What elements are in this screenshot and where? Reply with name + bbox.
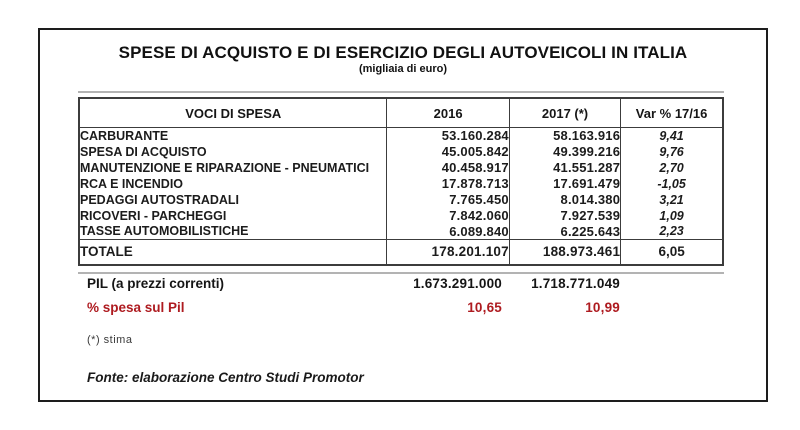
col-header-var-percent: Var % 17/16 <box>621 98 723 128</box>
row-2016-value: 7.765.450 <box>387 192 509 208</box>
pil-share-2016-value: 10,65 <box>467 300 502 315</box>
col-header-voci-di-spesa: VOCI DI SPESA <box>79 98 387 128</box>
row-2016-value: 40.458.917 <box>387 160 509 176</box>
row-label: RCA E INCENDIO <box>80 176 184 191</box>
row-var-value: 3,21 <box>621 192 723 208</box>
row-label: CARBURANTE <box>80 128 169 143</box>
row-var-value: 2,23 <box>621 224 723 240</box>
pil-row <box>78 276 724 291</box>
pil-share-2017-value: 10,99 <box>585 300 620 315</box>
row-2017-value: 58.163.916 <box>509 128 620 144</box>
table-row-total <box>79 240 723 265</box>
row-2017-value: 49.399.216 <box>509 144 620 160</box>
row-label: MANUTENZIONE E RIPARAZIONE - PNEUMATICI <box>80 160 370 175</box>
table-header-row <box>79 98 723 128</box>
page-subtitle: (migliaia di euro) <box>358 63 447 75</box>
page-title: SPESE DI ACQUISTO E DI ESERCIZIO DEGLI AUTOVEICOLI IN ITALIA <box>118 43 688 62</box>
pil-share-row <box>78 300 724 315</box>
source-note: Fonte: elaborazione Centro Studi Promotor <box>87 370 364 385</box>
row-var-value: 2,70 <box>621 160 723 176</box>
document-frame <box>38 28 768 402</box>
total-2016-value: 178.201.107 <box>387 240 509 265</box>
table-row <box>79 192 723 208</box>
row-var-value: -1,05 <box>621 176 723 192</box>
row-2017-value: 8.014.380 <box>509 192 620 208</box>
row-2016-value: 53.160.284 <box>387 128 509 144</box>
row-label: SPESA DI ACQUISTO <box>80 144 207 159</box>
col-header-2016: 2016 <box>387 98 509 128</box>
table-row <box>79 160 723 176</box>
table-row <box>79 176 723 192</box>
row-label: PEDAGGI AUTOSTRADALI <box>80 192 240 207</box>
row-2016-value: 17.878.713 <box>387 176 509 192</box>
total-2017-value: 188.973.461 <box>509 240 620 265</box>
row-var-value: 9,76 <box>621 144 723 160</box>
pil-label: PIL (a prezzi correnti) <box>87 276 225 291</box>
top-divider <box>78 91 724 93</box>
row-2017-value: 7.927.539 <box>509 208 620 224</box>
expenses-table <box>78 97 724 266</box>
table-row <box>79 128 723 144</box>
total-label: TOTALE <box>79 240 387 265</box>
pil-2017-value: 1.718.771.049 <box>531 276 620 291</box>
row-var-value: 1,09 <box>621 208 723 224</box>
row-2016-value: 6.089.840 <box>387 224 509 240</box>
col-header-2017: 2017 (*) <box>509 98 620 128</box>
row-2017-value: 41.551.287 <box>509 160 620 176</box>
row-label: TASSE AUTOMOBILISTICHE <box>80 224 249 239</box>
row-2017-value: 17.691.479 <box>509 176 620 192</box>
pil-2016-value: 1.673.291.000 <box>413 276 502 291</box>
row-var-value: 9,41 <box>621 128 723 144</box>
pil-share-label: % spesa sul Pil <box>87 300 185 315</box>
table-row <box>79 224 723 240</box>
footnote: (*) stima <box>87 334 133 346</box>
row-label: RICOVERI - PARCHEGGI <box>80 208 227 223</box>
total-var-value: 6,05 <box>621 240 723 265</box>
row-2016-value: 45.005.842 <box>387 144 509 160</box>
table-row <box>79 144 723 160</box>
row-2016-value: 7.842.060 <box>387 208 509 224</box>
table-row <box>79 208 723 224</box>
bottom-divider <box>78 272 724 274</box>
row-2017-value: 6.225.643 <box>509 224 620 240</box>
